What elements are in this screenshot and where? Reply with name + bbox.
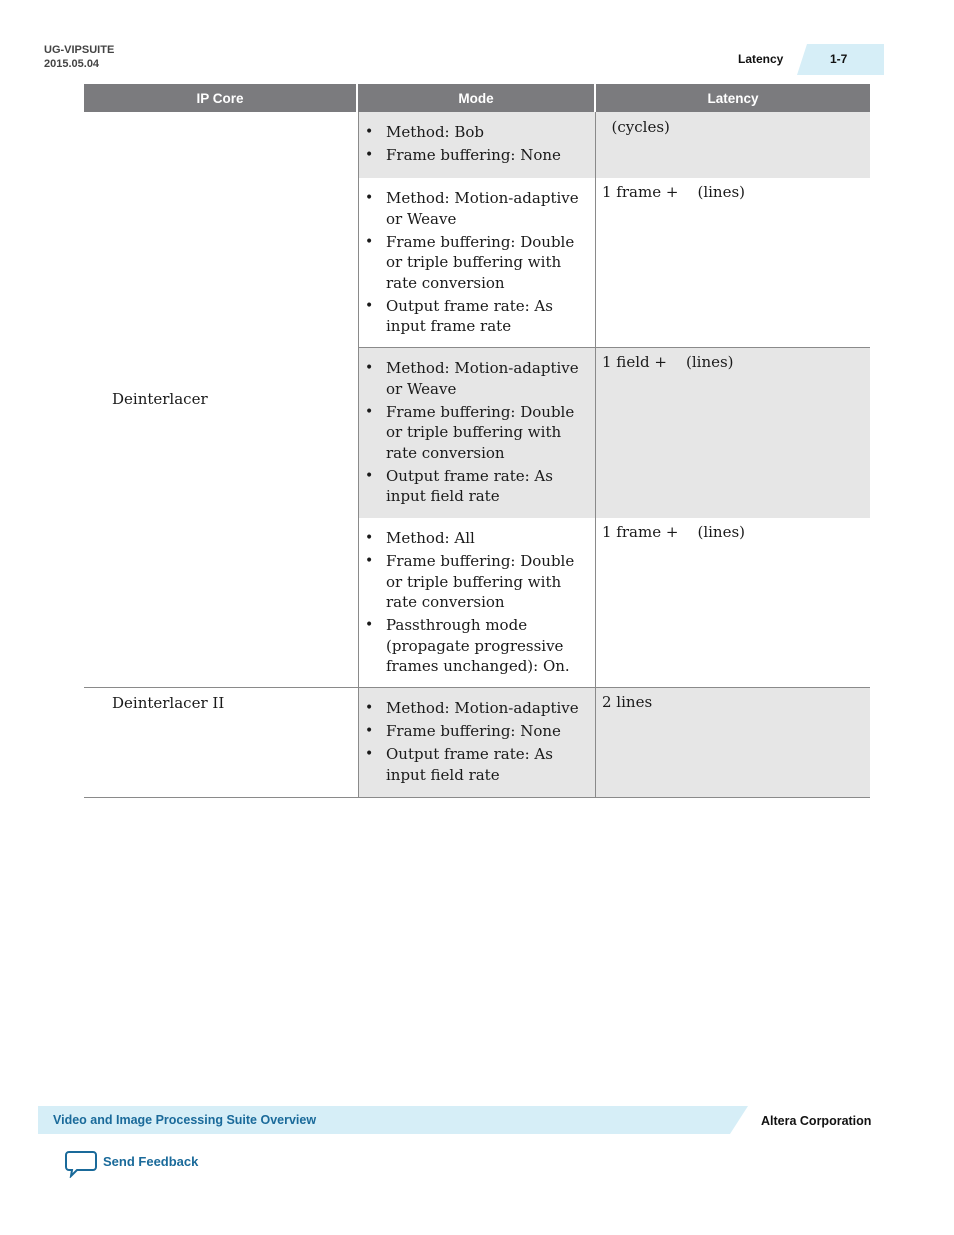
latency-cell xyxy=(596,112,870,178)
mode-list xyxy=(359,528,597,679)
table-row xyxy=(84,688,870,798)
latency-value: 1 frame + (lines) xyxy=(602,523,746,541)
table-row xyxy=(84,112,870,178)
table-row xyxy=(84,348,870,518)
mode-item: • Output frame rate: As input field rate xyxy=(359,466,597,507)
mode-cell xyxy=(358,112,596,178)
send-feedback-link[interactable]: Send Feedback xyxy=(103,1154,199,1169)
mode-item: • Method: Motion-adaptive or Weave xyxy=(359,188,597,229)
latency-cell xyxy=(596,688,870,797)
footer-title: Video and Image Processing Suite Overview xyxy=(53,1113,317,1127)
doc-date-text: 2015.05.04 xyxy=(44,58,100,70)
ip-core-deinterlacer-ii: Deinterlacer II xyxy=(112,694,225,712)
latency-value: 1 frame + (lines) xyxy=(602,183,746,201)
column-header-ip-core: IP Core xyxy=(84,84,356,112)
mode-cell xyxy=(358,688,596,797)
mode-cell xyxy=(358,178,596,348)
mode-item: • Frame buffering: None xyxy=(359,721,597,742)
mode-item: • Output frame rate: As input field rate xyxy=(359,744,597,785)
mode-item: • Frame buffering: Double or triple buffering with rate conversion xyxy=(359,232,597,294)
document-id xyxy=(44,43,114,71)
mode-list xyxy=(359,358,597,509)
mode-item: • Frame buffering: Double or triple buffering with rate conversion xyxy=(359,551,597,613)
doc-id-text: UG-VIPSUITE xyxy=(44,44,115,56)
feedback-bubble-icon[interactable] xyxy=(65,1150,97,1178)
mode-item: • Method: Bob xyxy=(359,122,597,143)
mode-item: • Passthrough mode (propagate progressive frames unchanged): On. xyxy=(359,615,597,677)
latency-cell xyxy=(596,518,870,687)
section-title: Latency xyxy=(738,52,784,66)
table-row xyxy=(84,178,870,348)
table-row xyxy=(84,518,870,688)
column-header-latency: Latency xyxy=(596,84,870,112)
mode-list xyxy=(359,122,597,168)
mode-item: • Output frame rate: As input frame rate xyxy=(359,296,597,337)
latency-value: (cycles) xyxy=(602,118,670,136)
mode-cell xyxy=(358,348,596,518)
latency-cell xyxy=(596,348,870,518)
mode-item: • Method: All xyxy=(359,528,597,549)
page-number: 1-7 xyxy=(830,52,848,66)
mode-item: • Frame buffering: None xyxy=(359,145,597,166)
ip-core-deinterlacer: Deinterlacer xyxy=(112,390,208,408)
latency-value: 1 field + (lines) xyxy=(602,353,734,371)
mode-list xyxy=(359,698,597,788)
footer-corporation: Altera Corporation xyxy=(761,1114,872,1128)
latency-value: 2 lines xyxy=(602,693,653,711)
column-header-mode: Mode xyxy=(358,84,594,112)
latency-table xyxy=(84,84,870,784)
table-header xyxy=(84,84,870,112)
mode-list xyxy=(359,188,597,339)
mode-item: • Method: Motion-adaptive or Weave xyxy=(359,358,597,399)
mode-item: • Method: Motion-adaptive xyxy=(359,698,597,719)
mode-cell xyxy=(358,518,596,687)
latency-cell xyxy=(596,178,870,348)
mode-item: • Frame buffering: Double or triple buffering with rate conversion xyxy=(359,402,597,464)
